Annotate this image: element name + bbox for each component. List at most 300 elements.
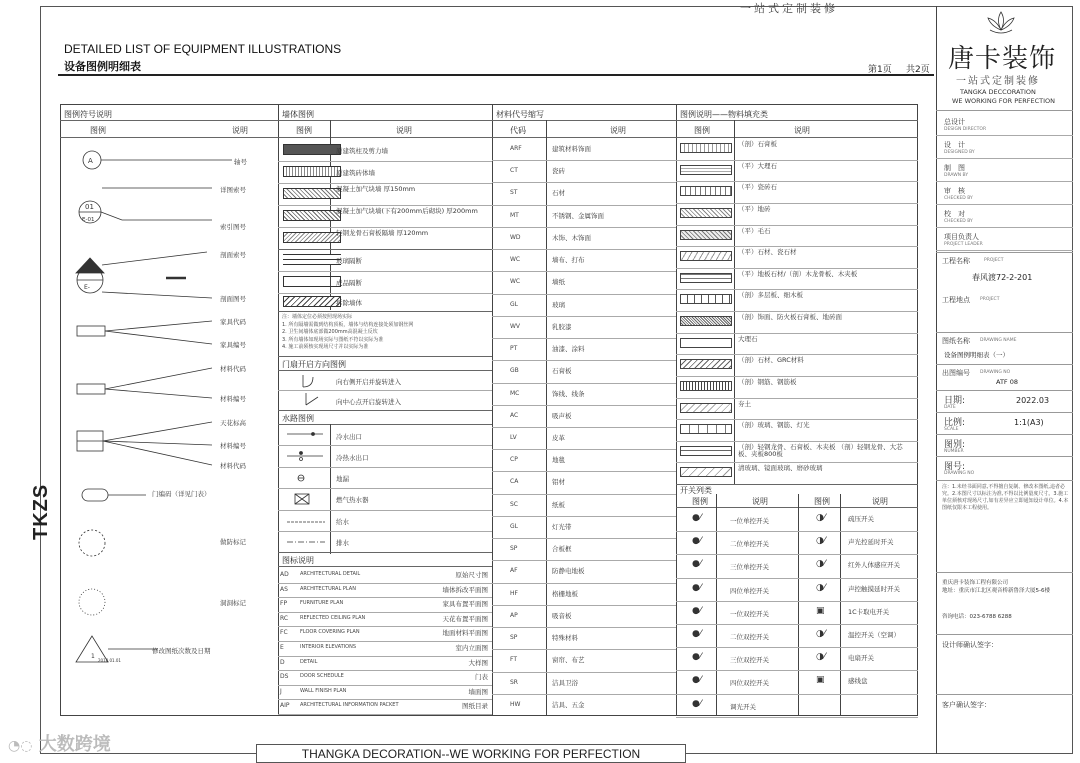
fill-item-label: （平）大理石	[738, 161, 777, 170]
switch-icon: ◑⁄	[816, 652, 826, 663]
material-desc: 纸板	[552, 500, 565, 509]
row-rule	[676, 507, 918, 508]
index-cn: 门表	[475, 673, 488, 682]
switch-icon: ◑⁄	[816, 582, 826, 593]
switches-col-desc-left: 说明	[752, 497, 768, 506]
tb-rule	[936, 181, 1073, 182]
row-rule	[492, 249, 676, 250]
row-rule	[492, 694, 676, 695]
legend-symbols-title: 图例符号说明	[64, 110, 112, 119]
row-rule	[492, 538, 676, 539]
index-cn: 大样图	[468, 658, 488, 667]
tb-rule	[936, 694, 1073, 695]
switch-label: 四位单控开关	[730, 586, 769, 595]
switches-col-legend-left: 图例	[692, 497, 708, 506]
material-desc: 饰线、线条	[552, 389, 585, 398]
material-code: WC	[510, 256, 521, 264]
fill-swatch	[680, 294, 732, 304]
wall-item-label: 混凝土加气块墙 厚150mm	[336, 185, 416, 193]
row-rule	[278, 311, 492, 312]
switch-icon: ●⁄	[692, 652, 702, 663]
symbol-axis-text: A	[88, 157, 93, 165]
switch-label: 温控开关（空调）	[848, 631, 900, 639]
material-code: GL	[510, 522, 518, 530]
fill-swatch	[680, 446, 732, 456]
switch-col-divider	[840, 494, 841, 716]
fill-item-label: 夯土	[738, 399, 751, 408]
tb-drawing-no-label: 出图编号	[942, 369, 970, 377]
fill-item-label: （平）地砖	[738, 204, 771, 213]
tb-rule	[936, 412, 1073, 413]
fill-item-label: （剖）轻钢龙骨、石膏板、木夹板 （剖）轻钢龙骨、大芯板、夹板800板	[738, 442, 903, 459]
row-rule	[278, 370, 492, 371]
fill-col-divider	[734, 120, 735, 484]
switch-label: 疏压开关	[848, 515, 874, 523]
row-rule	[676, 717, 918, 718]
tb-rule	[936, 364, 1073, 365]
material-code: ST	[510, 189, 518, 197]
material-code: FT	[510, 656, 518, 664]
material-desc: 灯光带	[552, 522, 572, 531]
symbol-index-bottom: E-01	[82, 217, 95, 223]
tb-address: 地址：重庆市江北区观音桥新鲁泽大厦5-6楼	[942, 588, 1050, 594]
row-rule	[676, 181, 918, 182]
switch-label: 红外人体感应开关	[848, 561, 900, 570]
switch-icon: ◑⁄	[816, 536, 826, 547]
switch-label: 三位双控开关	[730, 656, 769, 665]
material-desc: 吸声板	[552, 411, 572, 420]
tb-staff-label: 项目负责人	[944, 233, 979, 241]
tb-company: 重庆唐卡装饰工程有限公司	[942, 580, 1009, 586]
header-row-rule	[60, 137, 918, 138]
index-legend-title: 图标说明	[282, 556, 314, 565]
material-desc: 洁具卫浴	[552, 678, 578, 687]
wall-swatch-demolish	[283, 296, 341, 307]
row-rule	[492, 294, 676, 295]
tb-rule	[936, 434, 1073, 435]
fill-legend-col-legend: 图例	[694, 126, 710, 135]
row-rule	[278, 183, 492, 184]
wall-item-label: 混凝土加气块墙(下有200mm后砌块) 厚200mm	[336, 207, 478, 215]
watermark	[8, 730, 111, 756]
row-rule	[278, 293, 492, 294]
footer-slogan: THANGKA DECORATION--WE WORKING FOR PERFECTION	[256, 744, 686, 763]
legend-symbol-label: 详图索号	[220, 186, 246, 194]
water-legend-title: 水路图例	[282, 414, 314, 423]
index-code: FC	[280, 629, 288, 637]
switch-label: 二位双控开关	[730, 633, 769, 641]
tb-staff-sub: DRAWN BY	[944, 173, 969, 178]
tb-staff-label: 校 对	[944, 210, 965, 218]
index-cn: 天花布置平面图	[442, 614, 488, 623]
material-desc: 玻璃	[552, 300, 565, 309]
tb-sheet-no-sub: DRAWING NO	[944, 471, 975, 476]
tb-rule	[936, 252, 1073, 253]
tb-date-label: 日期:	[944, 396, 966, 406]
index-cn: 原始尺寸图	[455, 571, 488, 579]
switch-label: 感线盘	[848, 677, 868, 686]
fill-swatch	[680, 359, 732, 369]
index-code: RC	[280, 614, 289, 622]
fill-item-label: （平）地板石材/（剖）木龙骨板、木夹板	[738, 269, 858, 278]
wall-swatch-brick	[283, 166, 341, 177]
tb-drawing-no-value: ATF 08	[996, 378, 1018, 386]
row-rule	[278, 488, 492, 489]
row-rule	[278, 205, 492, 206]
row-rule	[278, 161, 492, 162]
legend-symbol-label: 门编码（详见门表）	[152, 490, 211, 498]
wall-swatch-gypsum	[283, 232, 341, 243]
tb-rule	[936, 572, 1073, 573]
material-desc: 墙布、打布	[552, 256, 585, 265]
switch-label: 一位单控开关	[730, 517, 769, 525]
row-rule	[676, 624, 918, 625]
row-rule	[492, 627, 676, 628]
material-desc: 洁具、五金	[552, 700, 585, 709]
index-en: DETAIL	[300, 658, 318, 665]
row-rule	[278, 271, 492, 272]
index-en: DOOR SCHEDULE	[300, 673, 344, 680]
material-code: WV	[510, 322, 521, 330]
row-rule	[492, 516, 676, 517]
index-cn: 家具布置平面图	[442, 600, 488, 609]
tb-rule	[936, 250, 1073, 251]
door-item-label: 向中心点开启旋转进入	[336, 398, 401, 406]
switch-label: 电扇开关	[848, 654, 874, 663]
tb-location-label: 工程地点	[942, 296, 970, 304]
switch-icon: ●⁄	[692, 559, 702, 570]
row-rule	[676, 376, 918, 377]
index-en: INTERIOR ELEVATIONS	[300, 644, 356, 650]
legend-symbol-label: 做防标记	[220, 538, 246, 546]
fill-legend-title: 图例说明——物料填充类	[680, 110, 768, 119]
material-code: AF	[510, 567, 518, 575]
row-rule	[676, 203, 918, 204]
row-rule	[676, 268, 918, 269]
material-code: AC	[510, 411, 519, 419]
material-desc: 油漆、涂料	[552, 345, 585, 354]
row-rule	[278, 390, 492, 391]
material-desc: 合板框	[552, 545, 572, 554]
material-desc: 窗帘、布艺	[552, 656, 585, 665]
fill-item-label: （剖）玻璃、钢筋、灯光	[738, 421, 810, 430]
material-desc: 格栅地板	[552, 589, 578, 598]
switch-icon: ▣	[816, 605, 825, 616]
material-desc: 乳胶漆	[552, 322, 572, 331]
material-code: SP	[510, 545, 518, 553]
legend-symbol-label: 轴号	[234, 158, 247, 166]
header-title-cn: 设备图例明细表	[64, 60, 141, 73]
row-rule	[676, 531, 918, 532]
material-desc: 不锈钢、金属饰面	[552, 211, 604, 220]
wall-item-label: 成品隔断	[336, 279, 362, 287]
material-code: SC	[510, 500, 518, 508]
tb-phone: 咨询电话：023-6788 6288	[942, 614, 1012, 620]
legend-symbol-label: 剖面图号	[220, 295, 246, 303]
fill-legend-col-desc: 说明	[794, 126, 810, 135]
watermark-logo-icon: ◔◌	[8, 738, 33, 754]
row-rule	[492, 405, 676, 406]
tb-location-sub: PROJECT	[980, 297, 1000, 302]
index-code: E	[280, 644, 284, 651]
wall-note-line: 3. 所有墙体如现场实际与图纸不符以实际为准	[282, 336, 384, 343]
tb-drawing-sub: DRAWING NAME	[980, 338, 1017, 343]
material-code: ARF	[510, 145, 522, 152]
symbol-section-text: E-	[84, 284, 90, 291]
brand-slogan-en: WE WORKING FOR PERFECTION	[952, 97, 1056, 105]
row-rule	[492, 182, 676, 183]
switch-label: 三位单控开关	[730, 563, 769, 572]
symbol-revision-num: 1	[91, 653, 95, 660]
top-tagline: 一站式定制装修	[740, 2, 838, 15]
tb-drawing-no-sub: DRAWING NO	[980, 370, 1011, 375]
index-cn: 图纸目录	[462, 702, 488, 711]
tb-project-label: 工程名称	[942, 257, 970, 265]
material-code: CA	[510, 478, 519, 486]
wall-swatch-shear	[283, 144, 341, 155]
switch-icon: ●⁄	[692, 629, 702, 639]
material-code: MT	[510, 211, 519, 219]
fill-item-label: （平）石材、瓷石材	[738, 248, 797, 257]
row-rule	[676, 160, 918, 161]
material-code: CT	[510, 167, 518, 175]
tb-staff-label: 审 核	[944, 187, 965, 195]
material-desc: 吸音板	[552, 611, 572, 620]
row-rule	[492, 271, 676, 272]
row-rule	[492, 338, 676, 339]
fill-swatch	[680, 381, 732, 391]
material-desc: 地毯	[552, 456, 565, 465]
material-code: AP	[510, 611, 518, 619]
material-desc: 石材	[552, 189, 565, 198]
tb-date-sub: DATE	[944, 405, 956, 410]
switch-icon: ●⁄	[692, 675, 702, 686]
row-rule	[676, 647, 918, 648]
legend-symbol-label: 家具代码	[220, 318, 246, 326]
tb-staff-sub: DESIGNED BY	[944, 150, 975, 155]
row-rule	[278, 249, 492, 250]
fill-swatch	[680, 208, 732, 218]
wall-swatch-partition	[283, 276, 341, 287]
switches-title: 开关列类	[680, 486, 712, 495]
row-rule	[278, 445, 492, 446]
switch-icon: ▣	[816, 675, 825, 686]
column-divider	[492, 104, 493, 716]
brand-tagline: 一站式定制装修	[956, 76, 1040, 87]
tb-staff-label: 制 图	[944, 164, 965, 172]
index-en: FURNITURE PLAN	[300, 600, 344, 607]
material-desc: 铝材	[552, 478, 565, 487]
switch-label: 一位双控开关	[730, 609, 769, 618]
switch-label: 声控触摸延时开关	[848, 584, 900, 593]
switch-icon: ◑⁄	[816, 629, 826, 639]
row-rule	[492, 649, 676, 650]
index-en: ARCHITECTURAL INFORMATION PACKET	[300, 702, 399, 709]
materials-col-desc: 说明	[610, 126, 626, 135]
tb-staff-sub: PROJECT LEADER	[944, 242, 983, 247]
row-rule	[492, 205, 676, 206]
material-desc: 皮革	[552, 434, 565, 442]
row-rule	[278, 227, 492, 228]
material-code: SR	[510, 678, 518, 686]
fill-item-label: （剖）钢筋、钢筋板	[738, 377, 797, 386]
material-desc: 瓷砖	[552, 167, 565, 176]
row-rule	[278, 356, 492, 357]
wall-swatch-aerated	[283, 188, 341, 199]
row-rule	[676, 554, 918, 555]
index-code: D	[280, 658, 285, 666]
brand-name: 唐卡装饰	[948, 44, 1057, 74]
wall-item-label: 拆除墙体	[336, 299, 362, 307]
row-rule	[676, 225, 918, 226]
switch-label: 1C卡取电开关	[848, 607, 890, 616]
wall-item-label: 玻璃隔断	[336, 257, 362, 265]
door-legend-title: 门扇开启方向图例	[282, 360, 346, 369]
lotus-logo-icon	[986, 10, 1016, 36]
index-code: FP	[280, 600, 288, 608]
material-desc: 特殊材料	[552, 634, 578, 643]
wall-item-label: 轻钢龙骨石膏板隔墙 厚120mm	[336, 229, 429, 237]
row-rule	[278, 597, 492, 598]
material-code: GL	[510, 300, 518, 308]
row-rule	[278, 626, 492, 627]
row-rule	[278, 699, 492, 700]
material-code: GB	[510, 367, 519, 375]
switch-icon: ◑⁄	[816, 559, 826, 570]
row-rule	[492, 316, 676, 317]
switch-col-divider	[798, 494, 799, 716]
material-code: HF	[510, 589, 518, 597]
water-item-label: 给水	[336, 518, 349, 526]
legend-symbols-col-desc: 说明	[232, 126, 248, 135]
material-code: LV	[510, 434, 517, 441]
row-rule	[278, 656, 492, 657]
side-label: TKZS	[30, 483, 52, 540]
legend-symbol-label: 材料编号	[220, 395, 246, 403]
fill-item-label: （剖）饰面、防火板石膏板、地砖面	[738, 313, 842, 321]
tb-rule	[936, 227, 1073, 228]
row-rule	[278, 670, 492, 671]
legend-symbol-label: 索引图号	[220, 223, 246, 231]
legend-symbols-col-legend: 图例	[90, 126, 106, 135]
wall-item-label: 原建筑砖体墙	[336, 169, 375, 177]
legend-symbol-label: 修改图纸次数及日期	[152, 647, 211, 655]
index-cn: 墙体拆改平面图	[442, 585, 488, 594]
row-rule	[492, 672, 676, 673]
material-code: WD	[510, 233, 521, 241]
water-item-label: 冷热水出口	[336, 454, 369, 462]
fill-swatch	[680, 165, 732, 175]
tb-staff-label: 总设计	[944, 118, 965, 126]
fill-swatch	[680, 143, 732, 153]
water-item-label: 排水	[336, 539, 349, 547]
symbol-revision-date: 2018.01.01	[98, 658, 121, 663]
row-rule	[492, 427, 676, 428]
wall-note-line: 1. 所有隔墙需做到结构顶板，墙体与结构连接处须加钢丝网	[282, 321, 414, 328]
fill-item-label: （平）瓷砖石	[738, 183, 777, 192]
fill-swatch	[680, 251, 732, 261]
row-rule	[492, 471, 676, 472]
row-rule	[676, 419, 918, 420]
wall-swatch-glass	[283, 254, 341, 265]
water-item-label: 燃气热水器	[336, 496, 369, 504]
material-code: MC	[510, 389, 520, 397]
switch-icon: ●⁄	[692, 698, 702, 709]
row-rule	[676, 311, 918, 312]
index-en: FLOOR COVERING PLAN	[300, 629, 360, 636]
fill-swatch	[680, 467, 732, 477]
row-rule	[278, 714, 492, 715]
row-rule	[492, 160, 676, 161]
wall-legend-title: 墙体图例	[282, 110, 314, 119]
row-rule	[676, 484, 918, 485]
fill-item-label: （平）毛石	[738, 226, 771, 235]
tb-rule	[936, 332, 1073, 333]
tb-scale-sub: SCALE	[944, 427, 959, 432]
fill-swatch	[680, 316, 732, 326]
tb-project-sub: PROJECT	[984, 258, 1004, 263]
material-code: HW	[510, 700, 521, 708]
wall-note-line: 4. 施工前须核实现场尺寸并以实际为准	[282, 344, 369, 350]
row-rule	[492, 605, 676, 606]
wall-notes	[282, 314, 487, 352]
fill-swatch	[680, 424, 732, 434]
tb-rule	[936, 390, 1073, 391]
tb-rule	[936, 456, 1073, 457]
switch-col-divider	[716, 494, 717, 716]
row-rule	[492, 227, 676, 228]
row-rule	[492, 383, 676, 384]
wall-note-line: 2. 卫生间墙体底部做200mm高混凝土反坎	[282, 329, 378, 335]
tb-rule	[936, 110, 1073, 111]
page-current: 第1页	[868, 65, 892, 75]
index-en: REFLECTED CEILING PLAN	[300, 614, 366, 621]
tb-staff-sub: CHECKED BY	[944, 196, 973, 201]
page-total: 共2页	[906, 65, 930, 75]
row-rule	[492, 360, 676, 361]
index-cn: 室内立面图	[455, 644, 488, 652]
tb-project-value: 春风渡72-2-201	[972, 273, 1033, 282]
row-rule	[676, 441, 918, 442]
material-code: PT	[510, 345, 518, 353]
fill-swatch	[680, 273, 732, 283]
row-rule	[278, 552, 492, 553]
header-row-rule	[60, 120, 918, 121]
tb-sheet-sub: NUMBER	[944, 449, 964, 454]
row-rule	[676, 398, 918, 399]
row-rule	[492, 494, 676, 495]
index-code: AIP	[280, 702, 290, 710]
tb-date-value: 2022.03	[1016, 396, 1050, 405]
switch-icon: ●⁄	[692, 582, 702, 593]
watermark-text: 大数跨境	[38, 734, 111, 755]
index-code: AS	[280, 585, 288, 593]
switches-col-legend-right: 图例	[814, 497, 830, 506]
fill-item-label: 大理石	[738, 334, 758, 343]
row-rule	[278, 424, 492, 425]
tb-drawing-value: 设备图例明细表（一）	[944, 351, 1009, 359]
tb-staff-sub: CHECKED BY	[944, 219, 973, 224]
legend-symbol-label: 洞洞标记	[220, 599, 246, 607]
switch-label: 声光控延时开关	[848, 538, 894, 547]
switch-icon: ◑⁄	[816, 513, 826, 523]
material-desc: 墙纸	[552, 278, 565, 287]
tb-rule	[936, 204, 1073, 205]
switch-label: 四位双控开关	[730, 679, 769, 688]
materials-col-code: 代码	[510, 126, 526, 135]
row-rule	[492, 560, 676, 561]
switch-label: 二位单控开关	[730, 540, 769, 549]
